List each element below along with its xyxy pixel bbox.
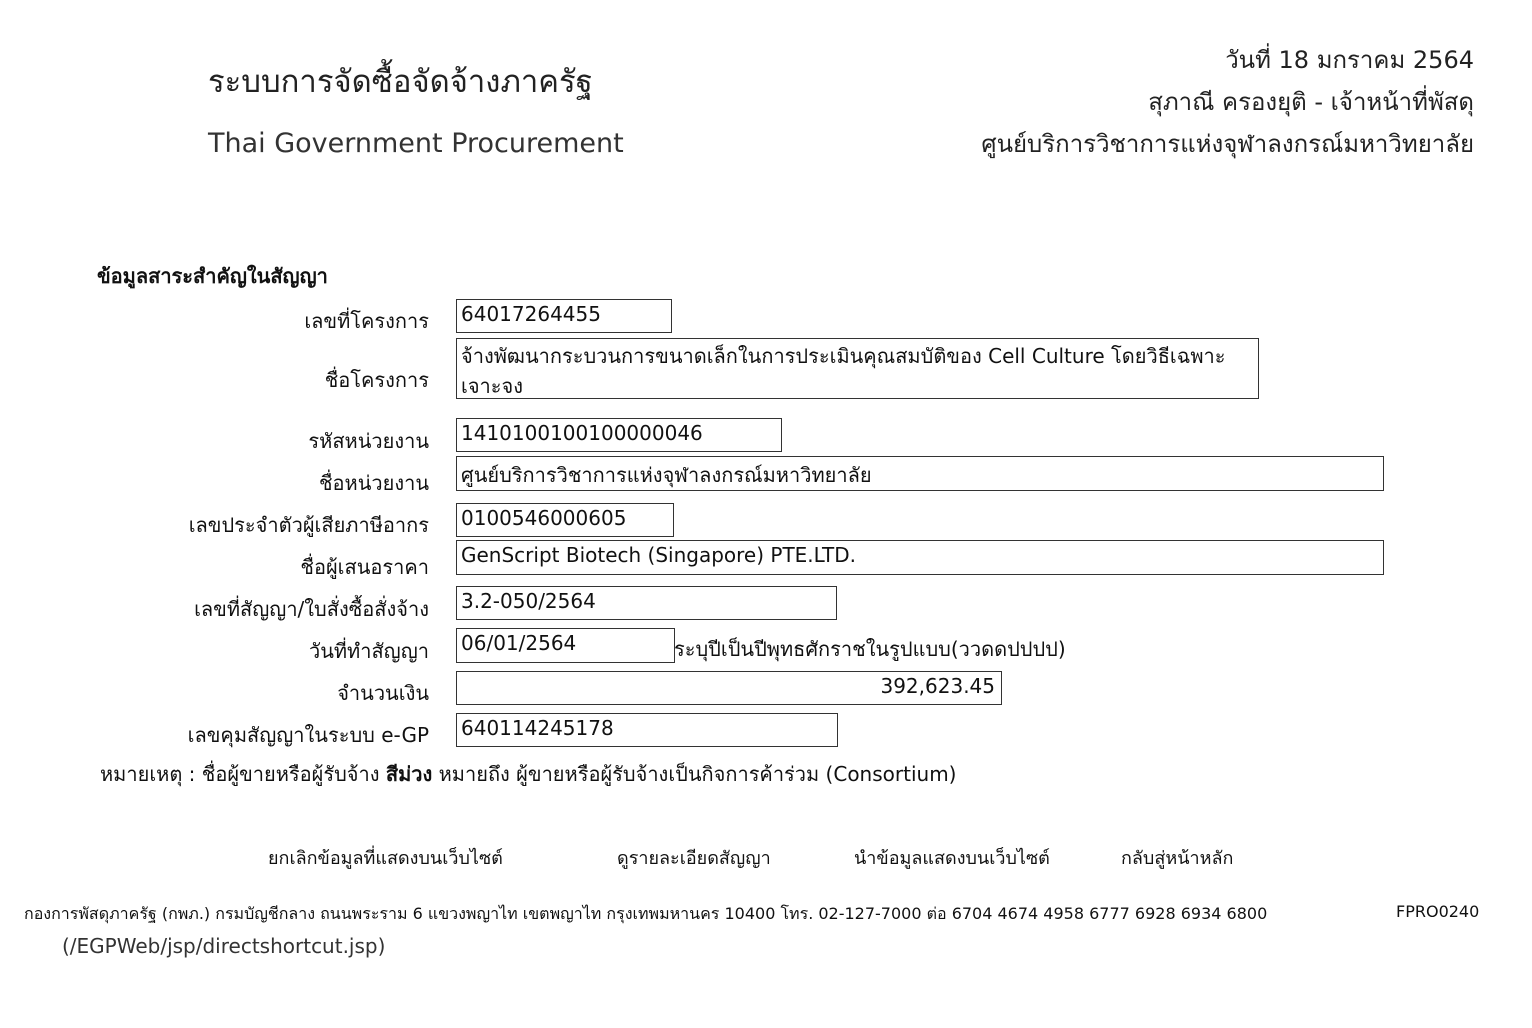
amount-field[interactable]: 392,623.45 xyxy=(456,671,1002,705)
footer-address: กองการพัสดุภาครัฐ (กพภ.) กรมบัญชีกลาง ถนนพระราม 6 แขวงพญาไท เขตพญาไท กรุงเทพมหานคร 10400 โทร. 02-127-7000 ต่อ 6704 4674 4958 6777 6928 6934 6800 xyxy=(24,904,1268,923)
page-path: (/EGPWeb/jsp/directshortcut.jsp) xyxy=(62,934,386,958)
bidder-label: ชื่อผู้เสนอราคา xyxy=(300,555,429,579)
bidder-field[interactable]: GenScript Biotech (Singapore) PTE.LTD. xyxy=(456,540,1384,575)
egp-no-label: เลขคุมสัญญาในระบบ e-GP xyxy=(187,723,429,747)
remark-note xyxy=(100,758,956,790)
view-contract-detail-link[interactable]: ดูรายละเอียดสัญญา xyxy=(617,848,771,869)
header-organization: ศูนย์บริการวิชาการแห่งจุฬาลงกรณ์มหาวิทยาลัย xyxy=(981,130,1474,158)
system-title-th: ระบบการจัดซื้อจัดจ้างภาครัฐ xyxy=(208,64,593,100)
project-no-label: เลขที่โครงการ xyxy=(304,309,429,333)
unit-name-label: ชื่อหน่วยงาน xyxy=(318,471,429,495)
amount-label: จำนวนเงิน xyxy=(337,681,429,705)
form-code: FPRO0240 xyxy=(1396,902,1480,921)
system-title-en: Thai Government Procurement xyxy=(208,128,624,159)
contract-no-label: เลขที่สัญญา/ใบสั่งซื้อสั่งจ้าง xyxy=(194,597,429,621)
remark-suffix: หมายถึง ผู้ขายหรือผู้รับจ้างเป็นกิจการค้าร่วม (Consortium) xyxy=(432,762,957,786)
contract-date-field[interactable]: 06/01/2564 xyxy=(456,628,675,663)
contract-date-label: วันที่ทำสัญญา xyxy=(308,639,429,663)
back-home-link[interactable]: กลับสู่หน้าหลัก xyxy=(1121,848,1234,869)
unit-code-field[interactable]: 1410100100100000046 xyxy=(456,418,782,452)
contract-no-field[interactable]: 3.2-050/2564 xyxy=(456,586,837,620)
project-name-field[interactable]: จ้างพัฒนากระบวนการขนาดเล็กในการประเมินคุณสมบัติของ Cell Culture โดยวิธีเฉพาะเจาะจง xyxy=(456,338,1259,399)
header-user: สุภาณี ครองยุติ - เจ้าหน้าที่พัสดุ xyxy=(1148,88,1474,116)
tax-id-field[interactable]: 0100546000605 xyxy=(456,503,674,537)
unit-code-label: รหัสหน่วยงาน xyxy=(308,429,429,453)
project-no-field[interactable]: 64017264455 xyxy=(456,299,672,333)
tax-id-label: เลขประจำตัวผู้เสียภาษีอากร xyxy=(188,513,429,537)
contract-date-hint: ระบุปีเป็นปีพุทธศักราชในรูปแบบ(ววดดปปปป) xyxy=(674,637,1066,661)
project-name-label: ชื่อโครงการ xyxy=(324,368,429,392)
publish-web-link[interactable]: นำข้อมูลแสดงบนเว็บไซต์ xyxy=(854,848,1050,869)
remark-highlight: สีม่วง xyxy=(385,762,433,786)
remark-prefix: หมายเหตุ : ชื่อผู้ขายหรือผู้รับจ้าง xyxy=(100,762,386,786)
unit-name-field[interactable]: ศูนย์บริการวิชาการแห่งจุฬาลงกรณ์มหาวิทยาลัย xyxy=(456,456,1384,491)
header-date: วันที่ 18 มกราคม 2564 xyxy=(1225,46,1474,74)
section-title: ข้อมูลสาระสำคัญในสัญญา xyxy=(97,264,328,288)
cancel-web-link[interactable]: ยกเลิกข้อมูลที่แสดงบนเว็บไซต์ xyxy=(268,848,503,869)
egp-no-field[interactable]: 640114245178 xyxy=(456,713,838,747)
